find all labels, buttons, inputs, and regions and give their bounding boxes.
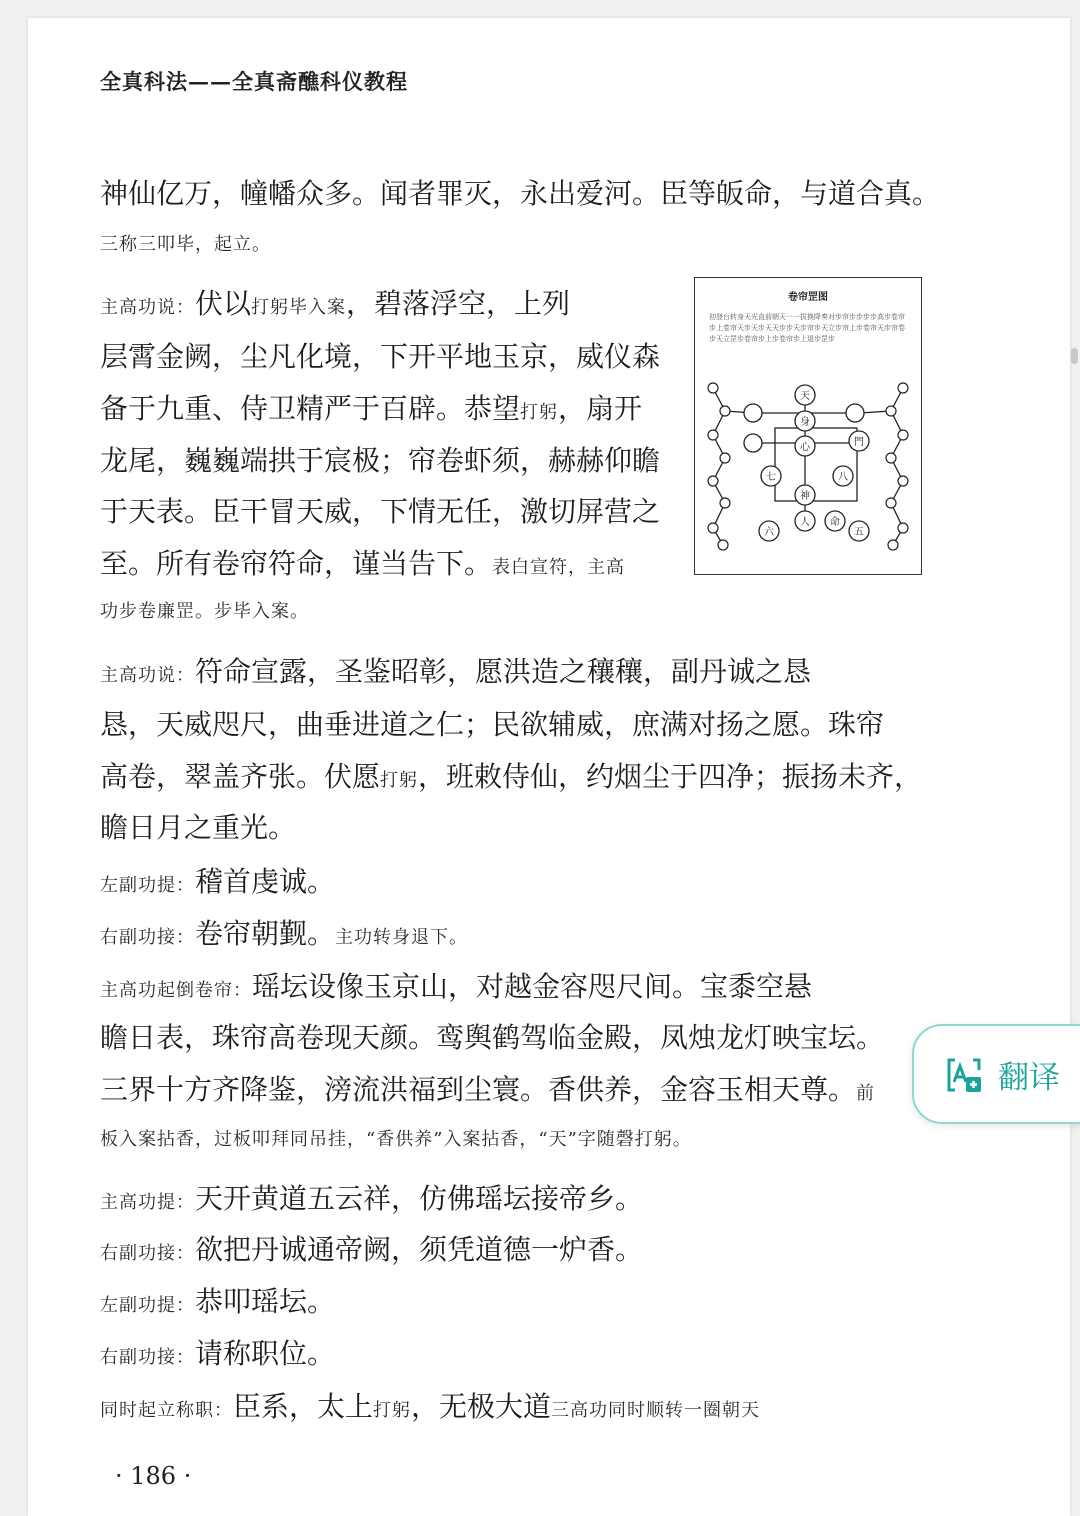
body-text: ，班敕侍仙，约烟尘于四净；振扬未齐， <box>418 760 923 793</box>
diagram-node-label: 門 <box>854 437 864 448</box>
step-dot <box>720 406 730 416</box>
text-line <box>100 172 940 212</box>
annotation-text: 表白宣符，主高 <box>492 557 626 578</box>
annotation-text: 右副功接： <box>100 1347 195 1368</box>
text-line <box>100 1332 335 1372</box>
page-number: · 186 · <box>115 1462 192 1490</box>
body-text: 三界十方齐降鉴，滂流洪福到尘寰。香供养，金容玉相天尊。 <box>100 1073 857 1106</box>
text-line <box>100 490 660 530</box>
text-line <box>100 650 811 690</box>
text-line <box>100 860 335 900</box>
step-dot <box>886 498 896 508</box>
text-line <box>100 335 660 375</box>
figure-box <box>694 277 922 575</box>
diagram-node-label: 七 <box>766 472 776 483</box>
annotation-text: 主功转身退下。 <box>335 927 469 948</box>
step-dot <box>708 383 718 393</box>
diagram-node-label: 身 <box>800 417 810 428</box>
text-line <box>100 703 884 743</box>
translate-icon <box>945 1056 983 1094</box>
diagram-node-label: 六 <box>764 527 774 538</box>
text-line <box>100 1068 875 1108</box>
annotation-text: 打躬 <box>520 402 559 423</box>
annotation-text: 打躬 <box>380 770 419 791</box>
step-dot <box>718 540 728 550</box>
diagram-node-label: 人 <box>800 517 810 528</box>
diagram-node-label: 命 <box>830 517 840 528</box>
annotation-text: 右副功接： <box>100 1243 195 1264</box>
step-dot <box>898 430 908 440</box>
body-text: 层霄金阙，尘凡化境，下开平地玉京，威仪森 <box>100 340 661 373</box>
step-dot <box>898 523 908 533</box>
figure-caption-text: 初登台转身天光直前朝天一一拔换降奏对步帘步步步步高步卷帘步上卷帘天步天步天天步步天步帘步天立步帘上步卷帘天步帘卷步天立罡步卷帘步上步卷帘步上退步罡步 <box>709 313 905 343</box>
text-line <box>100 1280 335 1320</box>
text-line <box>100 1385 760 1425</box>
diagram-node-label: 八 <box>838 472 848 483</box>
text-line <box>100 597 309 623</box>
body-text: 伏以 <box>195 287 252 320</box>
text-line <box>100 1125 692 1151</box>
diagram-node-label: 神 <box>800 491 810 502</box>
step-dot <box>708 476 718 486</box>
text-line <box>100 755 922 795</box>
diagram-node-label: 五 <box>854 527 864 538</box>
step-dot <box>886 406 896 416</box>
annotation-text: 主高功提： <box>100 1192 195 1213</box>
annotation-text: 左副功提： <box>100 875 195 896</box>
text-line <box>100 965 812 1005</box>
annotation-text: 板入案拈香，过板叩拜同吊挂，“香供养”入案拈香，“天”字随磬打躬。 <box>100 1129 692 1150</box>
step-dot <box>888 540 898 550</box>
text-line <box>100 912 468 952</box>
body-text: 瞻日月之重光。 <box>100 811 297 844</box>
step-dot <box>886 453 896 463</box>
annotation-text: 三高功同时顺转一圈朝天 <box>551 1400 761 1421</box>
annotation-text: 前 <box>856 1083 876 1104</box>
body-text: 请称职位。 <box>195 1337 336 1370</box>
figure-title: 卷帘罡图 <box>788 292 828 303</box>
running-header: 全真科法——全真斋醮科仪教程 <box>100 69 408 94</box>
body-text: 神仙亿万，幢幡众多。闻者罪灭，永出爱河。臣等皈命，与道合真。 <box>100 177 941 210</box>
diagram-node-label: 心 <box>800 442 810 453</box>
scrollbar-thumb[interactable] <box>1071 348 1078 364</box>
annotation-text: 主高功起倒卷帘： <box>100 980 252 1001</box>
text-line <box>100 1228 643 1268</box>
body-text: 瑶坛设像玉京山，对越金容咫尺间。宝黍空悬 <box>252 970 813 1003</box>
text-line <box>100 387 642 427</box>
text-line <box>100 439 660 479</box>
text-line <box>100 1016 884 1056</box>
body-text: 于天表。臣干冒天威，下情无任，激切屏营之 <box>100 495 661 528</box>
annotation-text: 打躬毕入案 <box>251 297 347 318</box>
body-text: 高卷，翠盖齐张。伏愿 <box>100 760 381 793</box>
body-text: ，碧落浮空，上列 <box>346 287 571 320</box>
body-text: 恭叩瑶坛。 <box>195 1285 336 1318</box>
text-line <box>100 542 625 582</box>
step-dot <box>708 523 718 533</box>
body-text: 瞻日表，珠帘高卷现天颜。鸾舆鹤驾临金殿，凤烛龙灯映宝坛。 <box>100 1021 885 1054</box>
body-text: 备于九重、侍卫精严于百辟。恭望 <box>100 392 521 425</box>
annotation-text: 主高功说： <box>100 297 195 318</box>
translate-label: 翻译 <box>998 1060 1060 1096</box>
annotation-text: 右副功接： <box>100 927 195 948</box>
step-circle <box>846 404 864 422</box>
annotation-text: 同时起立称职： <box>100 1400 233 1421</box>
annotation-text: 功步卷廉罡。步毕入案。 <box>100 601 309 622</box>
annotation-text: 左副功提： <box>100 1295 195 1316</box>
annotation-text: 打躬 <box>373 1400 412 1421</box>
diagram-frame <box>775 428 857 501</box>
gang-diagram <box>695 373 921 573</box>
body-text: 卷帘朝觐。 <box>195 917 336 950</box>
body-text: 稽首虔诚。 <box>195 865 336 898</box>
body-text: 臣系，太上 <box>233 1390 374 1423</box>
body-text: 符命宣露，圣鉴昭彰，愿洪造之穰穰，副丹诚之恳 <box>195 655 812 688</box>
diagram-node-label: 天 <box>800 391 810 402</box>
body-text: ，无极大道 <box>411 1390 552 1423</box>
body-text: 恳，天威咫尺，曲垂进道之仁；民欲辅威，庶满对扬之愿。珠帘 <box>100 708 885 741</box>
text-line <box>100 1177 643 1217</box>
step-dot <box>720 498 730 508</box>
translate-button[interactable] <box>912 1024 1080 1124</box>
annotation-text: 主高功说： <box>100 665 195 686</box>
body-text: 至。所有卷帘符命，谨当告下。 <box>100 547 493 580</box>
step-dot <box>708 430 718 440</box>
step-circle <box>744 404 762 422</box>
body-text: 天开黄道五云祥，仿佛瑶坛接帝乡。 <box>195 1182 644 1215</box>
step-dot <box>898 476 908 486</box>
body-text: 龙尾，巍巍端拱于宸极；帘卷虾须，赫赫仰瞻 <box>100 444 661 477</box>
step-dot <box>720 453 730 463</box>
text-line <box>100 806 296 846</box>
body-text: ，扇开 <box>558 392 643 425</box>
step-circle <box>744 434 762 452</box>
body-text: 欲把丹诚通帝阙，须凭道德一炉香。 <box>195 1233 644 1266</box>
step-dot <box>898 383 908 393</box>
text-line <box>100 282 570 322</box>
text-line <box>100 230 271 256</box>
annotation-text: 三称三叩毕，起立。 <box>100 234 271 255</box>
